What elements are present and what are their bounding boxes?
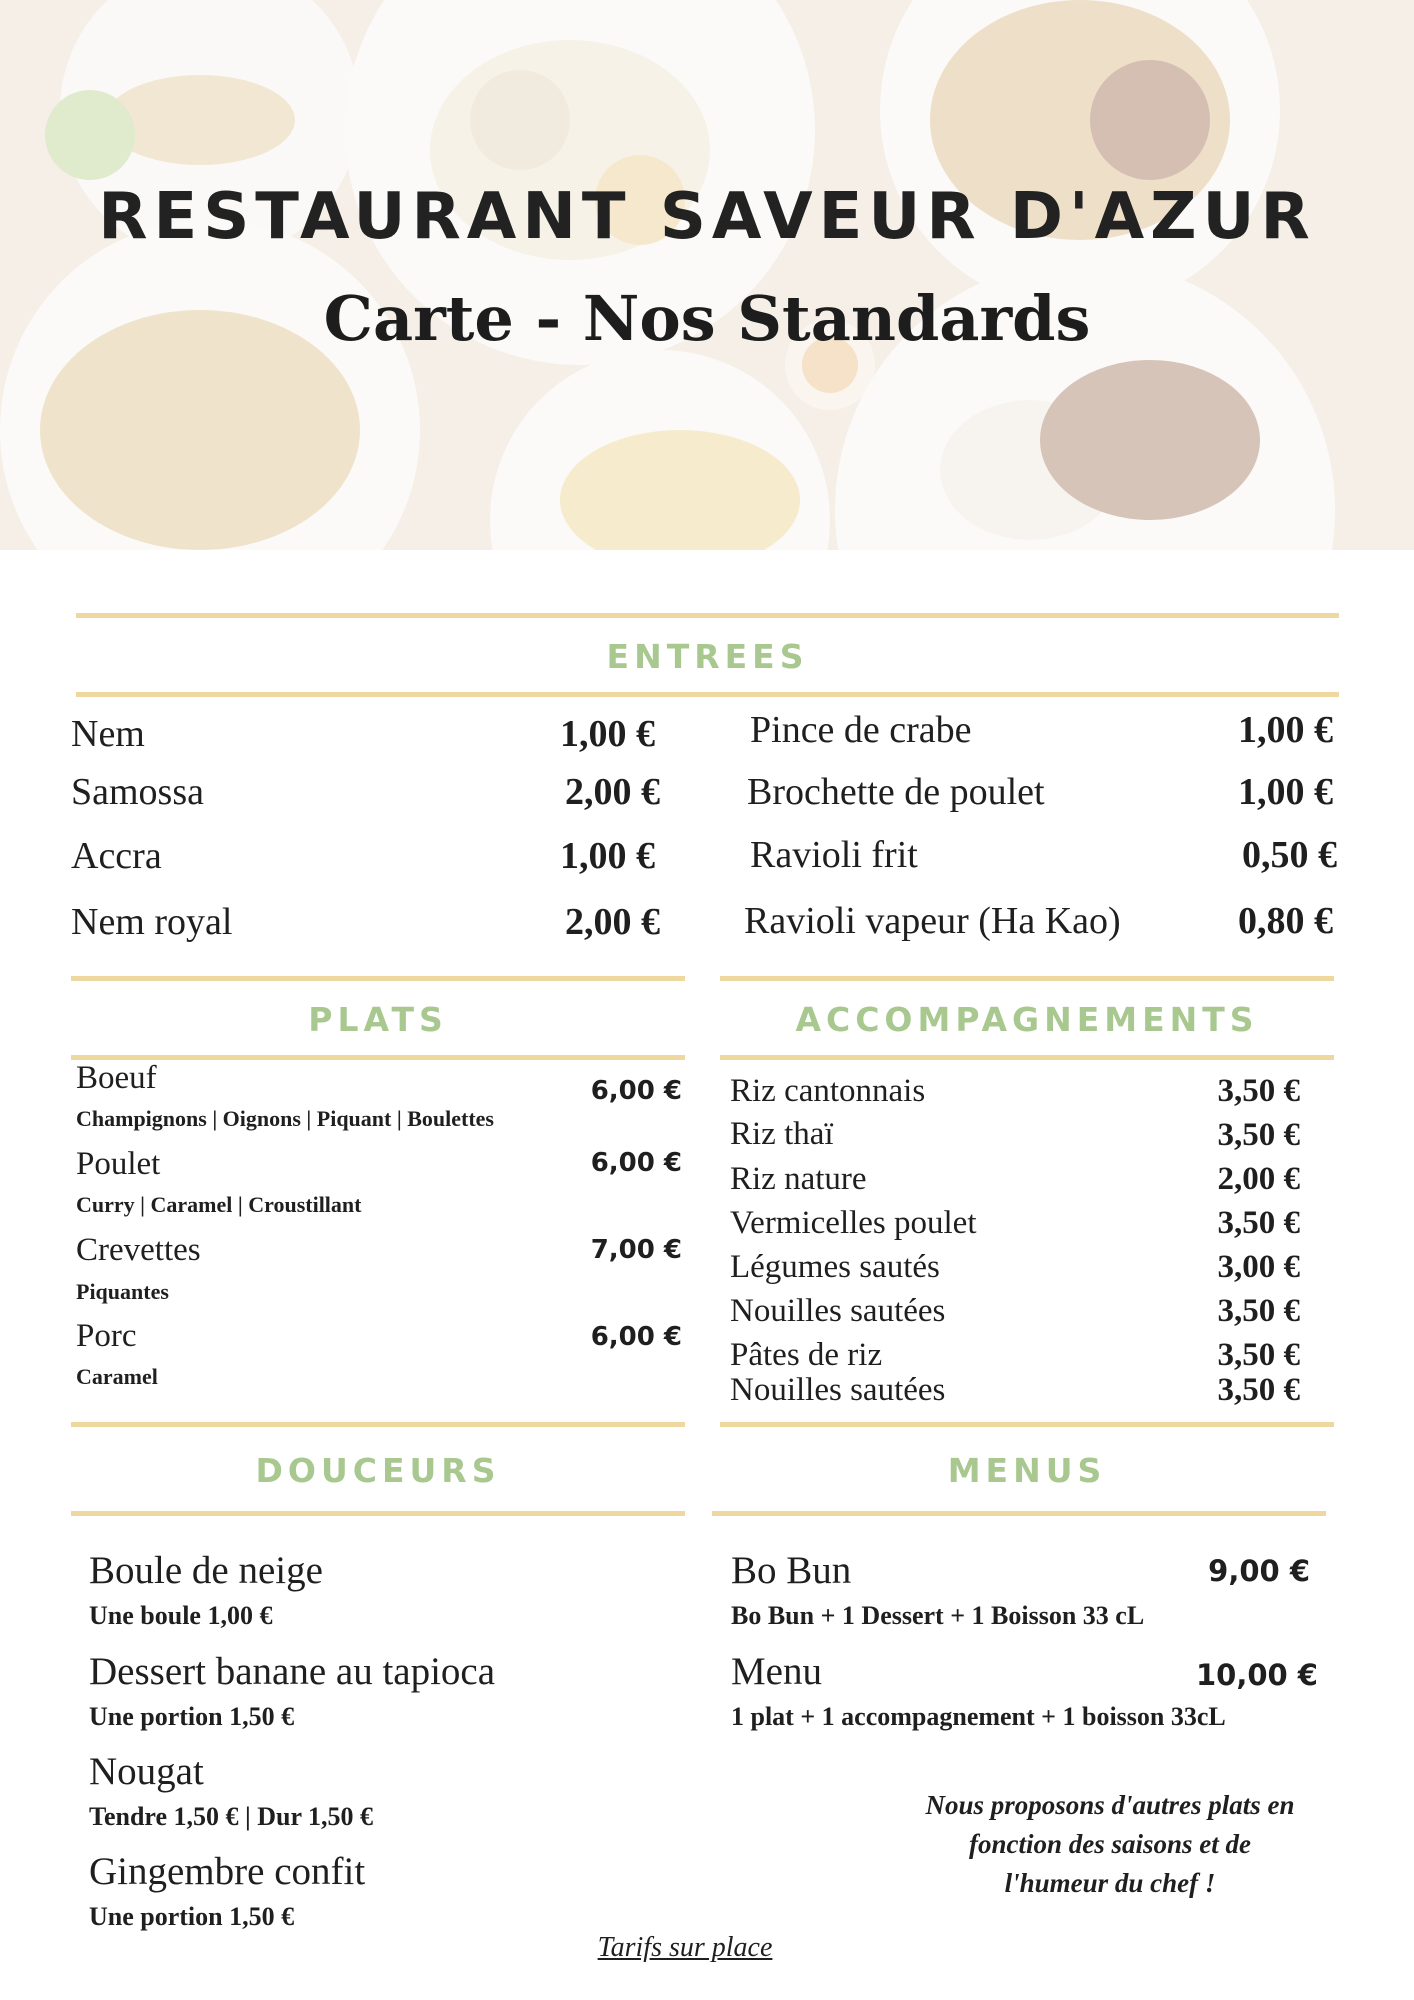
accompagnement-price: 3,00 €	[1217, 1249, 1300, 1285]
menus-top-rule	[720, 1422, 1334, 1427]
plat-price: 7,00 €	[590, 1235, 682, 1265]
plat-price: 6,00 €	[590, 1322, 682, 1352]
hero-banner	[0, 0, 1414, 550]
chef-note-line: l'humeur du chef !	[1004, 1868, 1216, 1898]
plat-name: Poulet	[76, 1146, 161, 1182]
section-title-plats: PLATS	[308, 1000, 448, 1039]
plat-price: 6,00 €	[590, 1148, 682, 1178]
section-title-accompagnements: ACCOMPAGNEMENTS	[795, 1000, 1259, 1039]
plat-options: Curry | Caramel | Croustillant	[76, 1192, 362, 1217]
plat-options: Caramel	[76, 1364, 158, 1389]
entree-name: Pince de crabe	[750, 709, 972, 751]
menu-name: Bo Bun	[731, 1549, 852, 1592]
accompagnement-name: Vermicelles poulet	[730, 1205, 977, 1241]
accompagnement-price: 3,50 €	[1217, 1073, 1300, 1109]
douceur-name: Nougat	[89, 1750, 204, 1793]
douceur-detail: Une boule 1,00 €	[89, 1601, 273, 1630]
accompagnements-bottom-rule	[720, 1055, 1334, 1060]
menus-bottom-rule	[712, 1511, 1326, 1516]
entree-name: Ravioli vapeur (Ha Kao)	[744, 900, 1121, 942]
accompagnement-price: 2,00 €	[1217, 1161, 1300, 1197]
accompagnement-name: Nouilles sautées	[730, 1293, 946, 1329]
accompagnement-price: 3,50 €	[1217, 1337, 1300, 1373]
plat-price: 6,00 €	[590, 1076, 682, 1106]
menu-detail: Bo Bun + 1 Dessert + 1 Boisson 33 cL	[731, 1601, 1145, 1630]
restaurant-title: RESTAURANT SAVEUR D'AZUR	[98, 180, 1316, 254]
entree-price: 1,00 €	[1238, 771, 1333, 813]
entree-price: 0,50 €	[1242, 834, 1337, 876]
accompagnement-name: Nouilles sautées	[730, 1372, 946, 1408]
douceur-detail: Une portion 1,50 €	[89, 1702, 295, 1731]
menu-price: 9,00 €	[1208, 1554, 1310, 1588]
entree-price: 1,00 €	[1238, 709, 1333, 751]
entree-name: Nem royal	[71, 901, 233, 943]
accompagnement-name: Riz nature	[730, 1161, 867, 1197]
entrees-bottom-rule	[76, 692, 1339, 697]
accompagnement-name: Pâtes de riz	[730, 1337, 883, 1373]
section-title-douceurs: DOUCEURS	[255, 1451, 501, 1490]
section-title-menus: MENUS	[947, 1451, 1107, 1490]
accompagnement-name: Riz cantonnais	[730, 1073, 926, 1109]
menu-detail: 1 plat + 1 accompagnement + 1 boisson 33cL	[731, 1702, 1226, 1731]
douceurs-top-rule	[71, 1422, 685, 1427]
entree-price: 1,00 €	[560, 835, 655, 877]
hero-overlay	[0, 0, 1414, 550]
douceur-detail: Tendre 1,50 € | Dur 1,50 €	[89, 1802, 374, 1831]
accompagnement-price: 3,50 €	[1217, 1293, 1300, 1329]
plat-name: Boeuf	[76, 1060, 157, 1096]
menu-subtitle: Carte - Nos Standards	[323, 282, 1091, 355]
footer-pricing-note: Tarifs sur place	[597, 1932, 773, 1963]
entree-name: Accra	[71, 835, 162, 877]
accompagnements-top-rule	[720, 976, 1334, 981]
chef-note	[870, 1786, 1350, 1903]
menu-price: 10,00 €	[1195, 1658, 1318, 1692]
entree-name: Ravioli frit	[750, 834, 918, 876]
accompagnement-price: 3,50 €	[1217, 1117, 1300, 1153]
douceurs-bottom-rule	[71, 1511, 685, 1516]
douceur-detail: Une portion 1,50 €	[89, 1902, 295, 1931]
accompagnement-name: Légumes sautés	[730, 1249, 940, 1285]
accompagnement-name: Riz thaï	[730, 1116, 834, 1152]
entree-price: 2,00 €	[565, 771, 660, 813]
entree-price: 1,00 €	[560, 713, 655, 755]
accompagnement-price: 3,50 €	[1217, 1205, 1300, 1241]
douceur-name: Dessert banane au tapioca	[89, 1650, 496, 1693]
plat-name: Porc	[76, 1318, 137, 1354]
menu-name: Menu	[731, 1650, 822, 1693]
entree-price: 0,80 €	[1238, 900, 1333, 942]
chef-note-line: Nous proposons d'autres plats en	[925, 1790, 1295, 1820]
section-title-entrees: ENTREES	[606, 637, 809, 676]
chef-note-line: fonction des saisons et de	[968, 1829, 1251, 1859]
plat-name: Crevettes	[76, 1232, 201, 1268]
entree-name: Samossa	[71, 771, 204, 813]
plat-options: Piquantes	[76, 1279, 169, 1304]
entree-name: Brochette de poulet	[747, 771, 1045, 813]
plat-options: Champignons | Oignons | Piquant | Boulettes	[76, 1106, 494, 1131]
douceur-name: Boule de neige	[89, 1549, 323, 1592]
plats-top-rule	[71, 976, 685, 981]
entree-name: Nem	[71, 713, 145, 755]
entrees-top-rule	[76, 613, 1339, 618]
accompagnement-price: 3,50 €	[1217, 1372, 1300, 1408]
douceur-name: Gingembre confit	[89, 1850, 366, 1893]
plats-bottom-rule	[71, 1055, 685, 1060]
entree-price: 2,00 €	[565, 901, 660, 943]
